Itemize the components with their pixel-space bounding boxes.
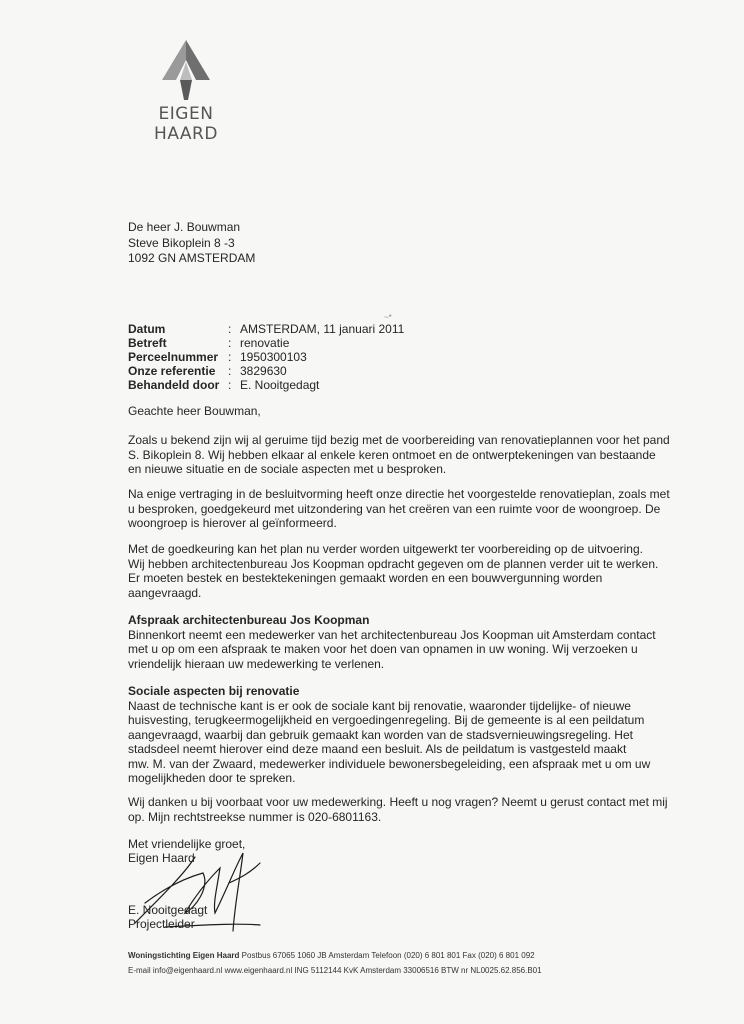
recipient-address [128, 220, 255, 267]
text-line: u besproken, goedgekeurd met uitzondering van het creëren van een ruimte voor de woongroep. De [128, 501, 661, 516]
text-line: Binnenkort neemt een medewerker van het architectenbureau Jos Koopman uit Amsterdam contact [128, 627, 656, 642]
text-line: aangevraagd, waarbij dan gebruik gemaakt kan worden van de stadsvernieuwingsregeling. Het [128, 727, 633, 742]
recipient-city: 1092 GN AMSTERDAM [128, 251, 256, 265]
recipient-name: De heer J. Bouwman [128, 220, 241, 234]
section-architect [128, 613, 658, 671]
meta-row: Datum : AMSTERDAM, 11 januari 2011 [128, 322, 405, 336]
text-line: Er moeten bestek en bestektekeningen gemaakt worden en een bouwvergunning worden [128, 571, 603, 585]
text-line: S. Bikoplein 8. Wij hebben elkaar al enkele keren ontmoet en de ontwerptekeningen van bestaande [128, 447, 656, 462]
text-line: vriendelijk hieraan uw medewerking te verlenen. [128, 656, 385, 671]
text-line: woongroep is hierover al geïnformeerd. [128, 516, 337, 530]
text-line: met u op om een afspraak te maken voor het doen van opnamen in uw woning. Wij verzoeken u [128, 642, 638, 656]
text-line: mw. M. van der Zwaard, medewerker individuele bewonersbegeleiding, een afspraak met u om uw [128, 756, 651, 771]
text-line: huisvesting, terugkeermogelijkheid en vergoedingenregeling. Bij de gemeente is al een peildatum [128, 713, 645, 727]
greeting-text: Met vriendelijke groet, [128, 837, 246, 851]
logo-wordmark: EIGEN HAARD [154, 104, 218, 144]
meta-key: Onze referentie [128, 364, 216, 378]
text-line: Naast de technische kant is er ook de sociale kant bij renovatie, waaronder tijdelijke- of nieuwe [128, 698, 631, 713]
paragraph-1 [128, 433, 670, 477]
recipient-street: Steve Bikoplein 8 -3 [128, 235, 235, 250]
text-line: en nieuwe situatie en de sociale aspecten met u besproken. [128, 462, 447, 476]
text-line: Wij hebben architectenbureau Jos Koopman opdracht gegeven om de plannen verder uit te werken. [128, 556, 659, 571]
meta-row: Onze referentie : 3829630 [128, 364, 287, 378]
letter-footer [128, 948, 542, 978]
meta-key: Datum [128, 322, 166, 336]
meta-value: 3829630 [240, 364, 287, 378]
section-heading: Sociale aspecten bij renovatie [128, 684, 300, 698]
meta-value: 1950300103 [240, 350, 307, 364]
text-line: stadsdeel neemt hierover eind deze maand een besluit. Als de peildatum is vastgesteld maakt [128, 742, 627, 756]
closing-paragraph [128, 795, 668, 824]
text-line: Zoals u bekend zijn wij al geruime tijd bezig met de voorbereiding van renovatieplannen voor het pand [128, 433, 670, 447]
text-line: aangevraagd. [128, 585, 202, 600]
scan-mark: ~* [384, 313, 392, 322]
company-logo [128, 40, 244, 144]
meta-value: E. Nooitgedagt [240, 378, 320, 392]
footer-line-2: E-mail info@eigenhaard.nl www.eigenhaard.nl ING 5112144 KvK Amsterdam 33006516 BTW nr NL0025.62.856.B01 [128, 966, 542, 975]
footer-org: Woningstichting Eigen Haard [128, 951, 240, 960]
meta-key: Behandeld door [128, 378, 220, 392]
text-line: Met de goedkeuring kan het plan nu verder worden uitgewerkt ter voorbereiding op de uitvoering. [128, 542, 643, 556]
meta-key: Perceelnummer [128, 350, 219, 364]
footer-contact: Postbus 67065 1060 JB Amsterdam Telefoon (020) 6 801 801 Fax (020) 6 801 092 [241, 951, 535, 960]
text-line: op. Mijn rechtstreekse nummer is 020-6801163. [128, 809, 382, 824]
text-line: mogelijkheden door te spreken. [128, 771, 296, 785]
paragraph-2 [128, 487, 670, 531]
text-line: Na enige vertraging in de besluitvorming heeft onze directie het voorgestelde renovatieplan, zoals met [128, 487, 670, 501]
meta-key: Betreft [128, 336, 167, 350]
footer-line-1 [128, 948, 542, 963]
section-social [128, 684, 658, 786]
letter-meta [128, 322, 404, 392]
meta-row: Behandeld door : E. Nooitgedagt [128, 378, 320, 392]
salutation: Geachte heer Bouwman, [128, 404, 261, 418]
meta-row: Betreft : renovatie [128, 336, 290, 350]
signer-block [128, 903, 207, 931]
text-line: Wij danken u bij voorbaat voor uw medewerking. Heeft u nog vragen? Neemt u gerust contact met mij [128, 795, 668, 809]
signer-name: E. Nooitgedagt [128, 903, 208, 917]
house-roof-logo-icon [158, 40, 214, 102]
paragraph-3 [128, 542, 658, 600]
meta-value: renovatie [240, 336, 290, 350]
greeting-org: Eigen Haard [128, 851, 195, 865]
signer-title: Projectleider [128, 917, 195, 931]
meta-value: AMSTERDAM, 11 januari 2011 [240, 322, 405, 336]
meta-row: Perceelnummer : 1950300103 [128, 350, 307, 364]
section-heading: Afspraak architectenbureau Jos Koopman [128, 613, 370, 627]
